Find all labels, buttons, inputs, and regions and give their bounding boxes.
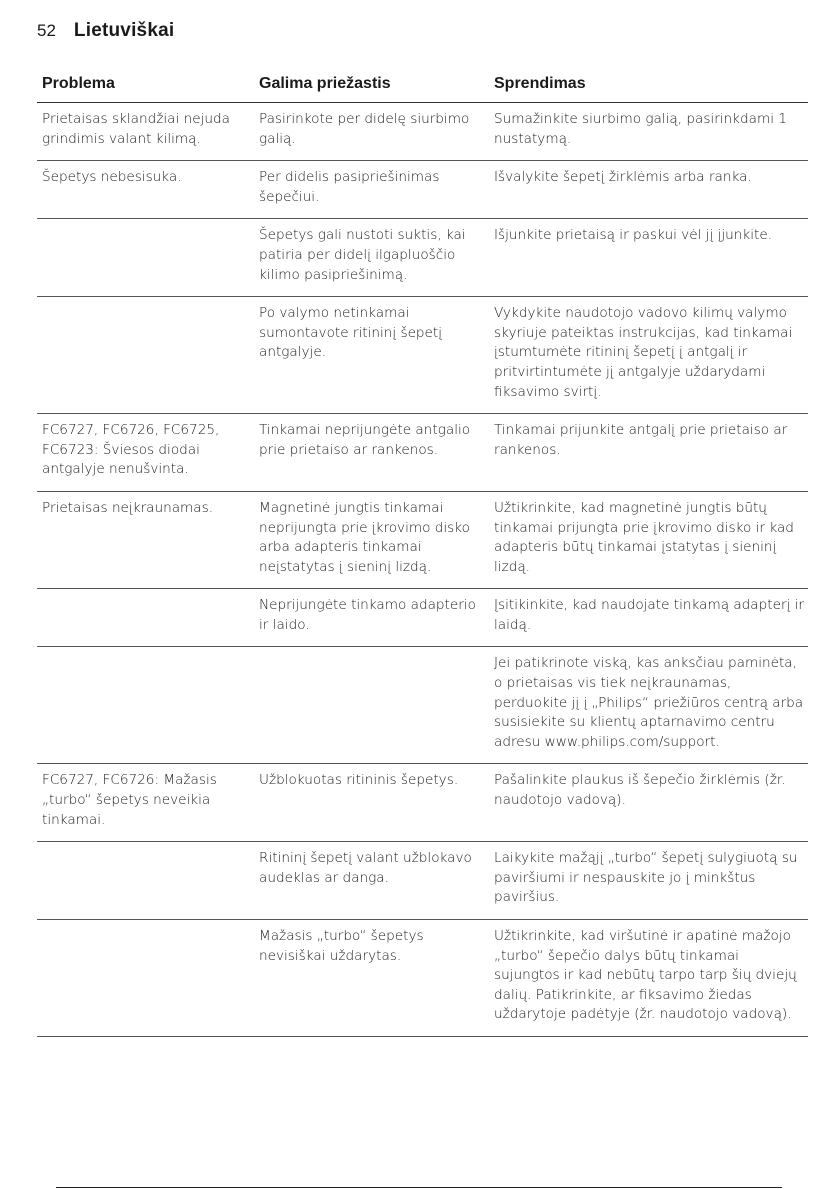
cause-cell: Magnetinė jungtis tinkamai neprijungta prie įkrovimo disko arba adapteris tinkamai neįstatytas į sieninį lizdą. [254, 491, 489, 588]
cause-cell: Užblokuotas ritininis šepetys. [254, 764, 489, 842]
cause-cell: Mažasis „turbo“ šepetys nevisiškai uždarytas. [254, 920, 489, 1037]
cause-cell [254, 647, 489, 764]
problem-cell: Prietaisas sklandžiai nejuda grindimis valant kilimą. [37, 103, 254, 161]
table-row [37, 103, 808, 161]
table-row [37, 764, 808, 842]
cause-cell: Pasirinkote per didelę siurbimo galią. [254, 103, 489, 161]
cause-cell: Po valymo netinkamai sumontavote ritininį šepetį antgalyje. [254, 297, 489, 414]
table-row [37, 414, 808, 492]
problem-cell [37, 647, 254, 764]
problem-cell [37, 842, 254, 920]
column-header-solution: Sprendimas [489, 66, 808, 103]
solution-cell: Jei patikrinote viską, kas anksčiau paminėta, o prietaisas vis tiek neįkraunamas, perduokite jį į „Philips“ priežiūros centrą arba susisiekite su klientų aptarnavimo centru adresu www.philips.com/support. [489, 647, 808, 764]
problem-cell: FC6727, FC6726: Mažasis „turbo“ šepetys neveikia tinkamai. [37, 764, 254, 842]
cause-cell: Ritininį šepetį valant užblokavo audeklas ar danga. [254, 842, 489, 920]
table-row [37, 491, 808, 588]
solution-cell: Užtikrinkite, kad viršutinė ir apatinė mažojo „turbo“ šepečio dalys būtų tinkamai sujungtos ir kad nebūtų tarpo tarp šių dviejų dalių. Patikrinkite, ar fiksavimo žiedas uždarytoje padėtyje (žr. naudotojo vadovą). [489, 920, 808, 1037]
table-header-row [37, 66, 808, 103]
solution-cell: Išjunkite prietaisą ir paskui vėl jį įjunkite. [489, 219, 808, 297]
problem-cell [37, 589, 254, 647]
table-row [37, 161, 808, 219]
problem-cell: Šepetys nebesisuka. [37, 161, 254, 219]
problem-cell: FC6727, FC6726, FC6725, FC6723: Šviesos diodai antgalyje nenušvinta. [37, 414, 254, 492]
solution-cell: Užtikrinkite, kad magnetinė jungtis būtų tinkamai prijungta prie įkrovimo disko ir kad adapteris būtų tinkamai įstatytas į sieninį lizdą. [489, 491, 808, 588]
solution-cell: Sumažinkite siurbimo galią, pasirinkdami 1 nustatymą. [489, 103, 808, 161]
problem-cell [37, 920, 254, 1037]
table-row [37, 219, 808, 297]
column-header-problem: Problema [37, 66, 254, 103]
table-row [37, 589, 808, 647]
table-row [37, 920, 808, 1037]
solution-cell: Išvalykite šepetį žirklėmis arba ranka. [489, 161, 808, 219]
page-header [37, 20, 174, 42]
troubleshooting-table [37, 66, 808, 1037]
solution-cell: Laikykite mažąjį „turbo“ šepetį sulygiuotą su paviršiumi ir nespauskite jo į minkštus paviršius. [489, 842, 808, 920]
problem-cell [37, 219, 254, 297]
cause-cell: Tinkamai neprijungėte antgalio prie prietaiso ar rankenos. [254, 414, 489, 492]
table-row [37, 842, 808, 920]
footer-divider [56, 1187, 782, 1188]
page-title: Lietuviškai [73, 20, 175, 41]
solution-cell: Įsitikinkite, kad naudojate tinkamą adapterį ir laidą. [489, 589, 808, 647]
problem-cell: Prietaisas neįkraunamas. [37, 491, 254, 588]
solution-cell: Vykdykite naudotojo vadovo kilimų valymo skyriuje pateiktas instrukcijas, kad tinkamai įstumtumėte ritininį šepetį į antgalį ir pritvirtintumėte jį antgalyje uždarydami fiksavimo svirtį. [489, 297, 808, 414]
cause-cell: Per didelis pasipriešinimas šepečiui. [254, 161, 489, 219]
cause-cell: Neprijungėte tinkamo adapterio ir laido. [254, 589, 489, 647]
problem-cell [37, 297, 254, 414]
solution-cell: Pašalinkite plaukus iš šepečio žirklėmis (žr. naudotojo vadovą). [489, 764, 808, 842]
column-header-cause: Galima priežastis [254, 66, 489, 103]
table-row [37, 647, 808, 764]
table-row [37, 297, 808, 414]
page-number: 52 [37, 21, 56, 40]
cause-cell: Šepetys gali nustoti suktis, kai patiria per didelį ilgapluoščio kilimo pasipriešinimą. [254, 219, 489, 297]
solution-cell: Tinkamai prijunkite antgalį prie prietaiso ar rankenos. [489, 414, 808, 492]
